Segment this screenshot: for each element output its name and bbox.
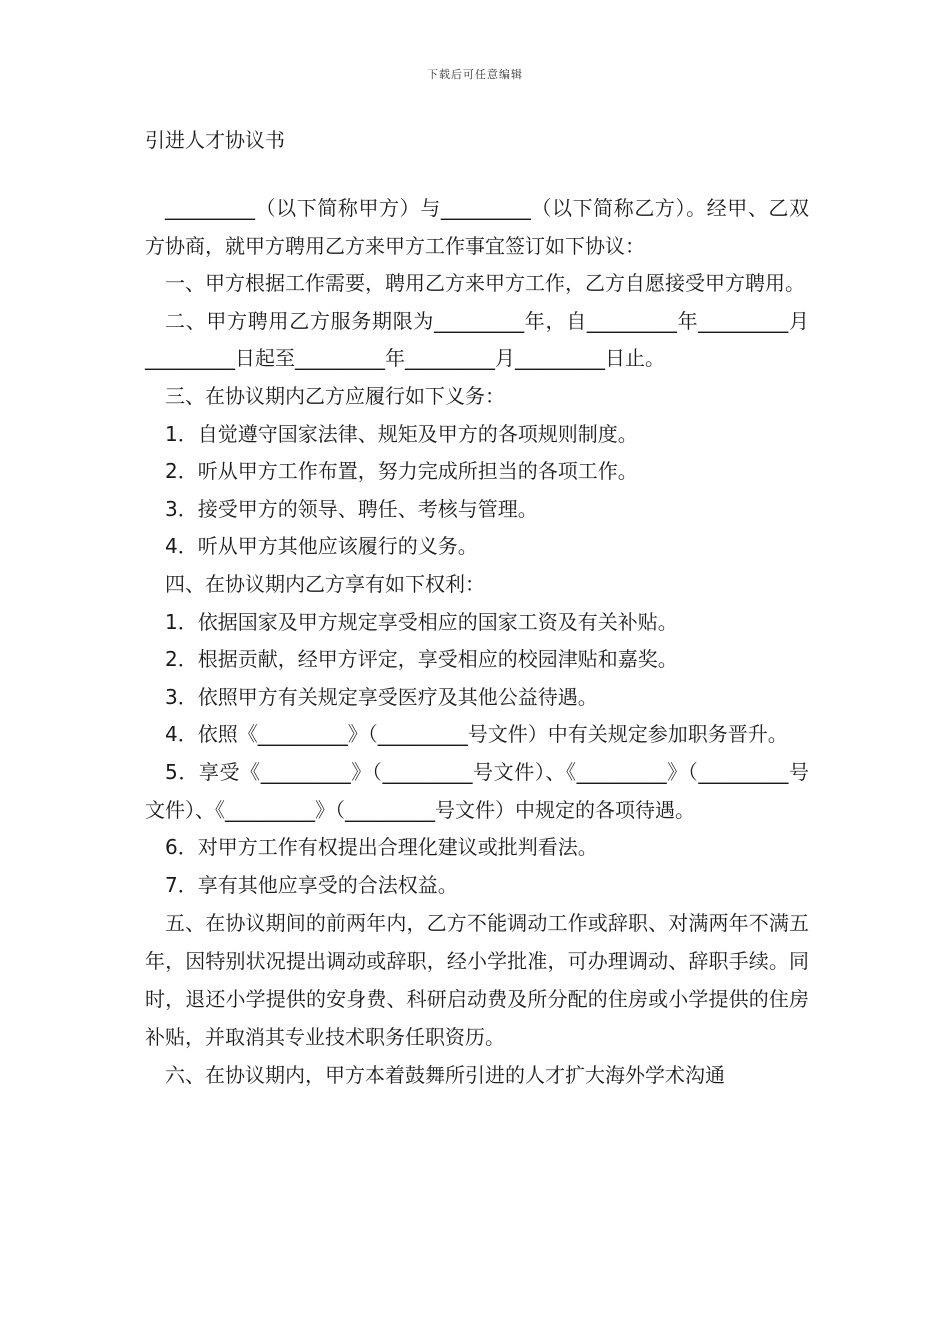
paragraph-clause-3: 三、在协议期内乙方应履行如下义务： bbox=[165, 383, 505, 408]
paragraph-right-6: 6．对甲方工作有权提出合理化建议或批判看法。 bbox=[165, 835, 598, 860]
paragraph-duty-3: 3．接受甲方的领导、聘任、考核与管理。 bbox=[165, 496, 538, 521]
paragraph-parties: _________（以下简称甲方）与_________（以下简称乙方）。经甲、乙双方协商，就甲方聘用乙方来甲方工作事宜签订如下协议： bbox=[145, 196, 809, 258]
paragraph-duty-4: 4．听从甲方其他应该履行的义务。 bbox=[165, 534, 478, 559]
paragraph-right-2: 2．根据贡献，经甲方评定，享受相应的校园津贴和嘉奖。 bbox=[165, 647, 678, 672]
paragraph-duty-1: 1．自觉遵守国家法律、规矩及甲方的各项规则制度。 bbox=[165, 421, 638, 446]
paragraph-duty-2: 2．听从甲方工作布置，努力完成所担当的各项工作。 bbox=[165, 459, 638, 484]
document-body bbox=[145, 190, 809, 1094]
paragraph-clause-4: 四、在协议期内乙方享有如下权利： bbox=[165, 571, 485, 596]
paragraph-right-4: 4．依照《_________》（_________号文件）中有关规定参加职务晋升。 bbox=[165, 722, 788, 747]
paragraph-clause-6: 六、在协议期内，甲方本着鼓舞所引进的人才扩大海外学术沟通 bbox=[165, 1063, 725, 1088]
paragraph-right-3: 3．依照甲方有关规定享受医疗及其他公益待遇。 bbox=[165, 684, 598, 709]
document-title: 引进人才协议书 bbox=[145, 128, 285, 152]
page-header: 下载后可任意编辑 bbox=[427, 68, 523, 81]
paragraph-right-7: 7．享有其他应享受的合法权益。 bbox=[165, 872, 458, 897]
paragraph-clause-2: 二、甲方聘用乙方服务期限为_________年，自_________年_________月_________日起至_________年_________月_________日止。 bbox=[145, 308, 809, 371]
paragraph-right-1: 1．依据国家及甲方规定享受相应的国家工资及有关补贴。 bbox=[165, 609, 678, 634]
paragraph-right-5: 5．享受《_________》（_________号文件）、《_________》（_________号文件）、《_________》（_________号文件）中规定的各项待遇。 bbox=[145, 759, 809, 822]
paragraph-clause-5: 五、在协议期间的前两年内，乙方不能调动工作或辞职、对满两年不满五年，因特别状况提出调动或辞职，经小学批准，可办理调动、辞职手续。同时，退还小学提供的安身费、科研启动费及所分配的住房或小学提供的住房补贴，并取消其专业技术职务任职资历。 bbox=[145, 911, 809, 1050]
paragraph-clause-1: 一、甲方根据工作需要，聘用乙方来甲方工作，乙方自愿接受甲方聘用。 bbox=[165, 271, 805, 296]
